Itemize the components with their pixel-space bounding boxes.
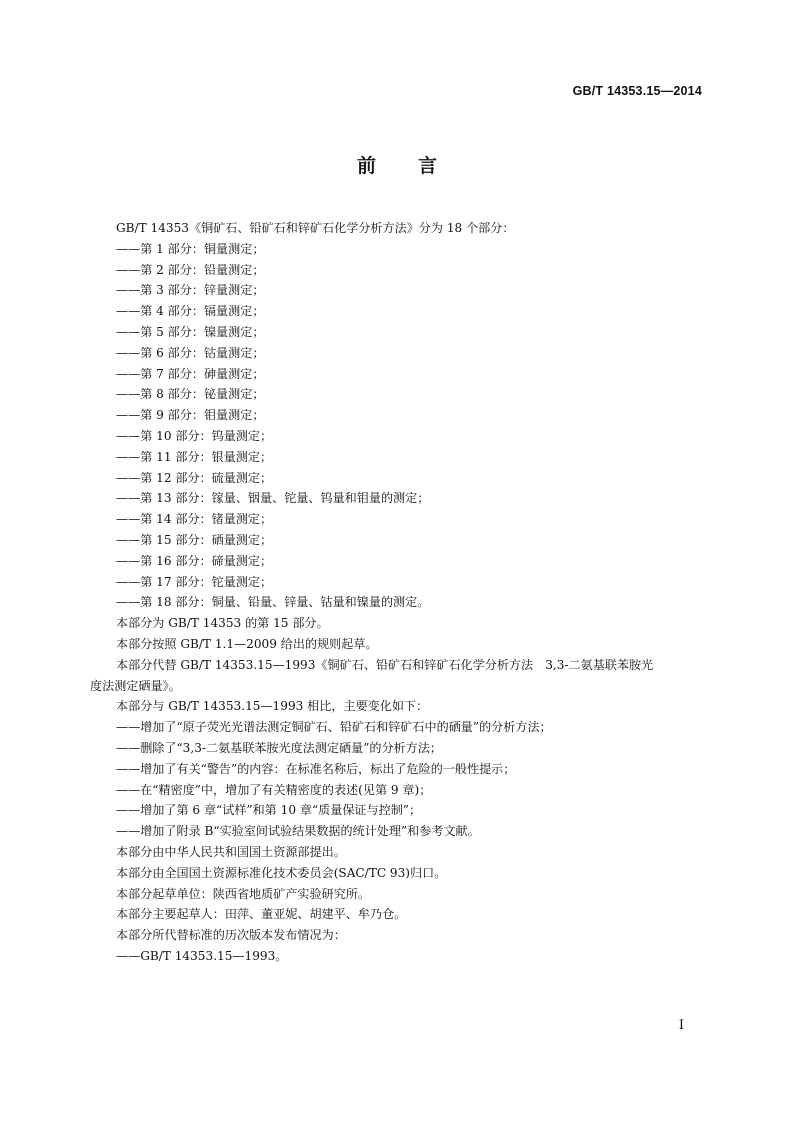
changes-list [90,717,706,842]
page-number: I [678,1018,684,1033]
list-item: ——第 14 部分：锗量测定； [116,512,273,527]
replaces-paragraph-line1: 本部分代替 GB/T 14353.15—1993《铜矿石、铅矿石和锌矿石化学分析方法 3,3-二氨基联苯胺光 [116,657,654,672]
foreword-body [90,218,706,967]
list-item: ——第 1 部分：铜量测定； [116,241,265,256]
list-item: ——删除了“3,3-二氨基联苯胺光度法测定硒量”的分析方法； [116,740,442,755]
list-item: ——第 10 部分：钨量测定； [116,428,273,443]
list-item: ——第 11 部分：银量测定； [116,449,273,464]
list-item: ——第 8 部分：铋量测定； [116,387,265,402]
proposed-by-paragraph: 本部分由中华人民共和国国土资源部提出。 [116,844,346,859]
list-item: ——第 12 部分：硫量测定； [116,470,273,485]
list-item: ——第 4 部分：镉量测定； [116,304,265,319]
list-item: ——第 15 部分：硒量测定； [116,532,273,547]
list-item: ——第 13 部分：镓量、铟量、铊量、钨量和钼量的测定； [116,491,430,506]
intro-paragraph: GB/T 14353《铜矿石、铅矿石和锌矿石化学分析方法》分为 18 个部分： [116,221,515,235]
changes-intro-paragraph: 本部分与 GB/T 14353.15—1993 相比，主要变化如下： [116,699,429,714]
list-item: ——GB/T 14353.15—1993。 [116,948,288,963]
parts-list [90,239,706,613]
standard-code: GB/T 14353.15—2014 [572,84,702,98]
replaces-paragraph-line2: 度法测定硒量》。 [90,678,181,693]
list-item: ——第 3 部分：锌量测定； [116,283,265,298]
list-item: ——第 7 部分：砷量测定； [116,366,265,381]
list-item: ——第 6 部分：钴量测定； [116,345,265,360]
list-item: ——增加了第 6 章“试样”和第 10 章“质量保证与控制”； [116,803,422,818]
drafting-unit-paragraph: 本部分起草单位：陕西省地质矿产实验研究所。 [116,886,370,901]
list-item: ——第 5 部分：镍量测定； [116,324,265,339]
centralized-by-paragraph: 本部分由全国国土资源标准化技术委员会(SAC/TC 93)归口。 [116,865,447,880]
list-item: ——第 17 部分：铊量测定； [116,574,273,589]
list-item: ——增加了附录 B“实验室间试验结果数据的统计处理”和参考文献。 [116,824,480,839]
history-intro-paragraph: 本部分所代替标准的历次版本发布情况为： [116,928,346,943]
this-part-paragraph: 本部分为 GB/T 14353 的第 15 部分。 [116,616,329,631]
drafters-paragraph: 本部分主要起草人：田萍、董亚妮、胡建平、牟乃仓。 [116,907,407,922]
list-item: ——在“精密度”中，增加了有关精密度的表述(见第 9 章)； [116,782,432,797]
list-item: ——第 18 部分：铜量、铅量、锌量、钴量和镍量的测定。 [116,595,430,610]
list-item: ——增加了“原子荧光光谱法测定铜矿石、铅矿石和锌矿石中的硒量”的分析方法； [116,720,552,735]
list-item: ——第 16 部分：碲量测定； [116,553,273,568]
page-title: 前言 [356,155,479,177]
list-item: ——第 9 部分：钼量测定； [116,408,265,423]
list-item: ——第 2 部分：铅量测定； [116,262,265,277]
list-item: ——增加了有关“警告”的内容：在标准名称后，标出了危险的一般性提示； [116,761,516,776]
drafting-rule-paragraph: 本部分按照 GB/T 1.1—2009 给出的规则起草。 [116,636,378,651]
